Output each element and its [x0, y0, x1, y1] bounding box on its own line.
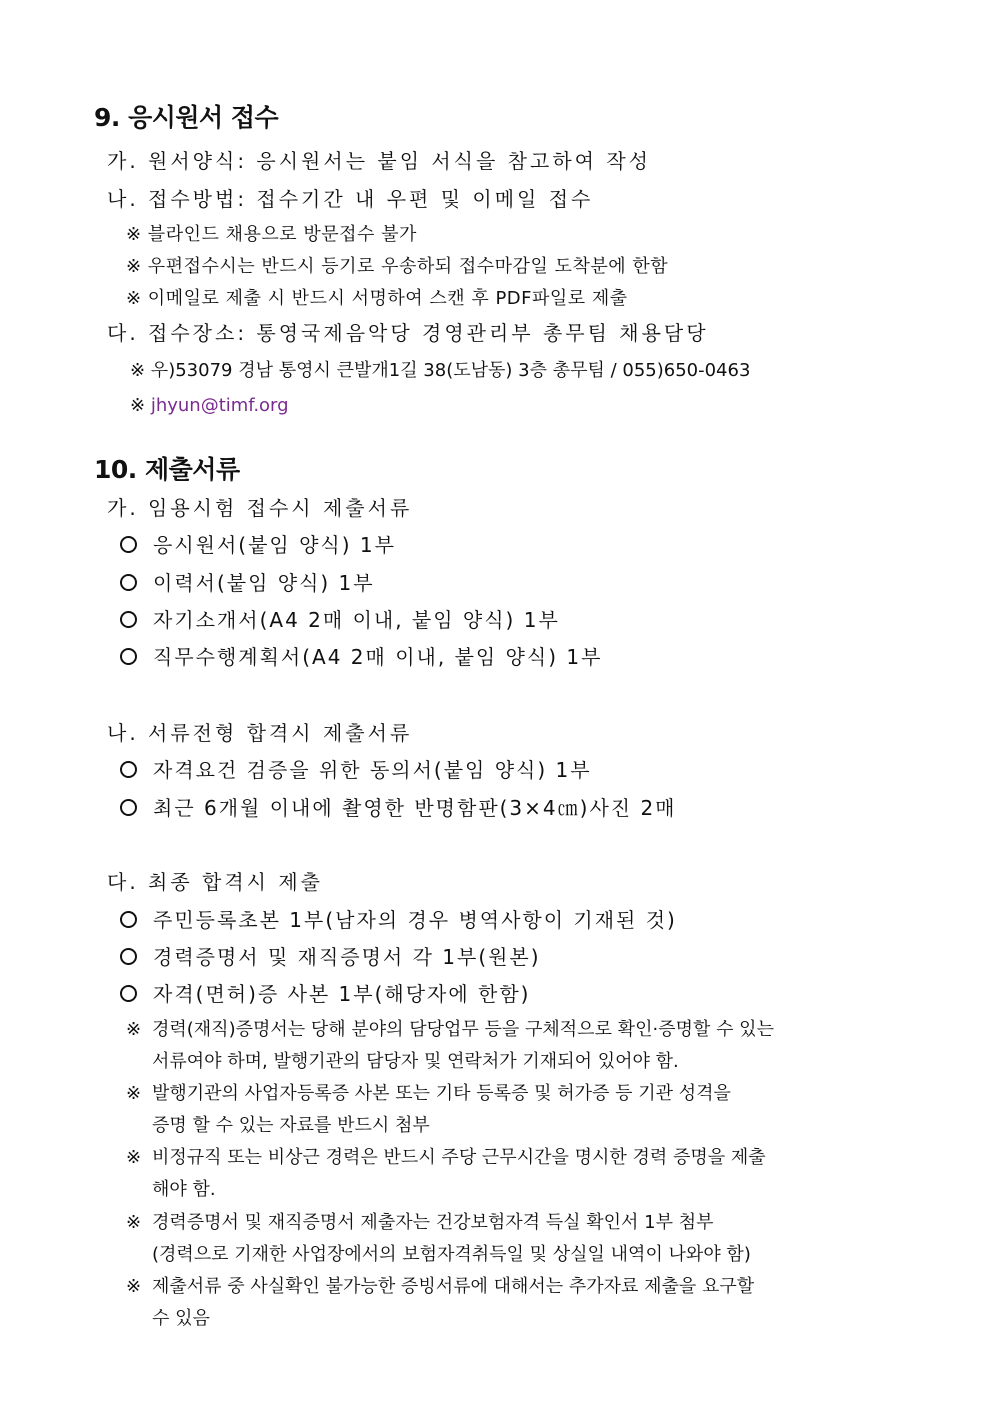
list-item: 최근 6개월 이내에 촬영한 반명함판(3×4㎝)사진 2매: [120, 792, 677, 821]
email-link[interactable]: jhyun@timf.org: [150, 395, 289, 416]
section-9-title: 9. 응시원서 접수: [94, 103, 279, 132]
circle-bullet-icon: [120, 948, 137, 965]
list-item: 직무수행계획서(A4 2매 이내, 붙임 양식) 1부: [120, 641, 602, 670]
circle-bullet-icon: [120, 574, 137, 591]
note-additional-docs-cont: 수 있음: [152, 1308, 210, 1329]
email-mark: ※: [130, 395, 146, 416]
note-career-cert: ※ 경력(재직)증명서는 당해 분야의 담당업무 등을 구체적으로 확인·증명할 수 있는: [126, 1019, 774, 1040]
sub-heading-a: 가. 임용시험 접수시 제출서류: [107, 496, 413, 520]
sub-heading-b: 나. 서류전형 합격시 제출서류: [107, 721, 413, 745]
list-item: 자기소개서(A4 2매 이내, 붙임 양식) 1부: [120, 604, 560, 633]
address-line: ※ 우)53079 경남 통영시 큰발개1길 38(도남동) 3층 총무팀 / 055)650-0463: [130, 360, 751, 381]
circle-bullet-icon: [120, 536, 137, 553]
note-part-time-cont: 해야 함.: [152, 1179, 216, 1200]
circle-bullet-icon: [120, 648, 137, 665]
note-registered-mail: ※ 우편접수시는 반드시 등기로 우송하되 접수마감일 도착분에 한함: [126, 256, 669, 277]
note-career-cert-cont: 서류여야 하며, 발행기관의 담당자 및 연락처가 기재되어 있어야 함.: [152, 1051, 679, 1072]
circle-bullet-icon: [120, 799, 137, 816]
section-9-item-a: 가. 원서양식: 응시원서는 붙임 서식을 참고하여 작성: [107, 149, 651, 173]
section-10-title: 10. 제출서류: [94, 455, 240, 484]
circle-bullet-icon: [120, 911, 137, 928]
note-email-pdf: ※ 이메일로 제출 시 반드시 서명하여 스캔 후 PDF파일로 제출: [126, 288, 628, 309]
note-health-insurance: ※ 경력증명서 및 재직증명서 제출자는 건강보험자격 득실 확인서 1부 첨부: [126, 1212, 714, 1233]
circle-bullet-icon: [120, 761, 137, 778]
circle-bullet-icon: [120, 985, 137, 1002]
list-item: 주민등록초본 1부(남자의 경우 병역사항이 기재된 것): [120, 904, 677, 933]
note-part-time: ※ 비정규직 또는 비상근 경력은 반드시 주당 근무시간을 명시한 경력 증명을 제출: [126, 1147, 766, 1168]
note-business-reg: ※ 발행기관의 사업자등록증 사본 또는 기타 등록증 및 허가증 등 기관 성격을: [126, 1083, 731, 1104]
note-business-reg-cont: 증명 할 수 있는 자료를 반드시 첨부: [152, 1115, 430, 1136]
note-additional-docs: ※ 제출서류 중 사실확인 불가능한 증빙서류에 대해서는 추가자료 제출을 요구할: [126, 1276, 755, 1297]
list-item: 자격(면허)증 사본 1부(해당자에 한함): [120, 978, 531, 1007]
note-blind-recruit: ※ 블라인드 채용으로 방문접수 불가: [126, 224, 417, 245]
circle-bullet-icon: [120, 611, 137, 628]
note-health-insurance-cont: (경력으로 기재한 사업장에서의 보험자격취득일 및 상실일 내역이 나와야 함): [152, 1244, 751, 1265]
email-line: [130, 395, 289, 416]
list-item: 응시원서(붙임 양식) 1부: [120, 529, 396, 558]
list-item: 자격요건 검증을 위한 동의서(붙임 양식) 1부: [120, 754, 592, 783]
sub-heading-c: 다. 최종 합격시 제출: [107, 870, 323, 894]
section-9-item-b: 나. 접수방법: 접수기간 내 우편 및 이메일 접수: [107, 187, 594, 211]
section-9-item-c: 다. 접수장소: 통영국제음악당 경영관리부 총무팀 채용담당: [107, 321, 709, 345]
list-item: 이력서(붙임 양식) 1부: [120, 567, 375, 596]
list-item: 경력증명서 및 재직증명서 각 1부(원본): [120, 941, 541, 970]
